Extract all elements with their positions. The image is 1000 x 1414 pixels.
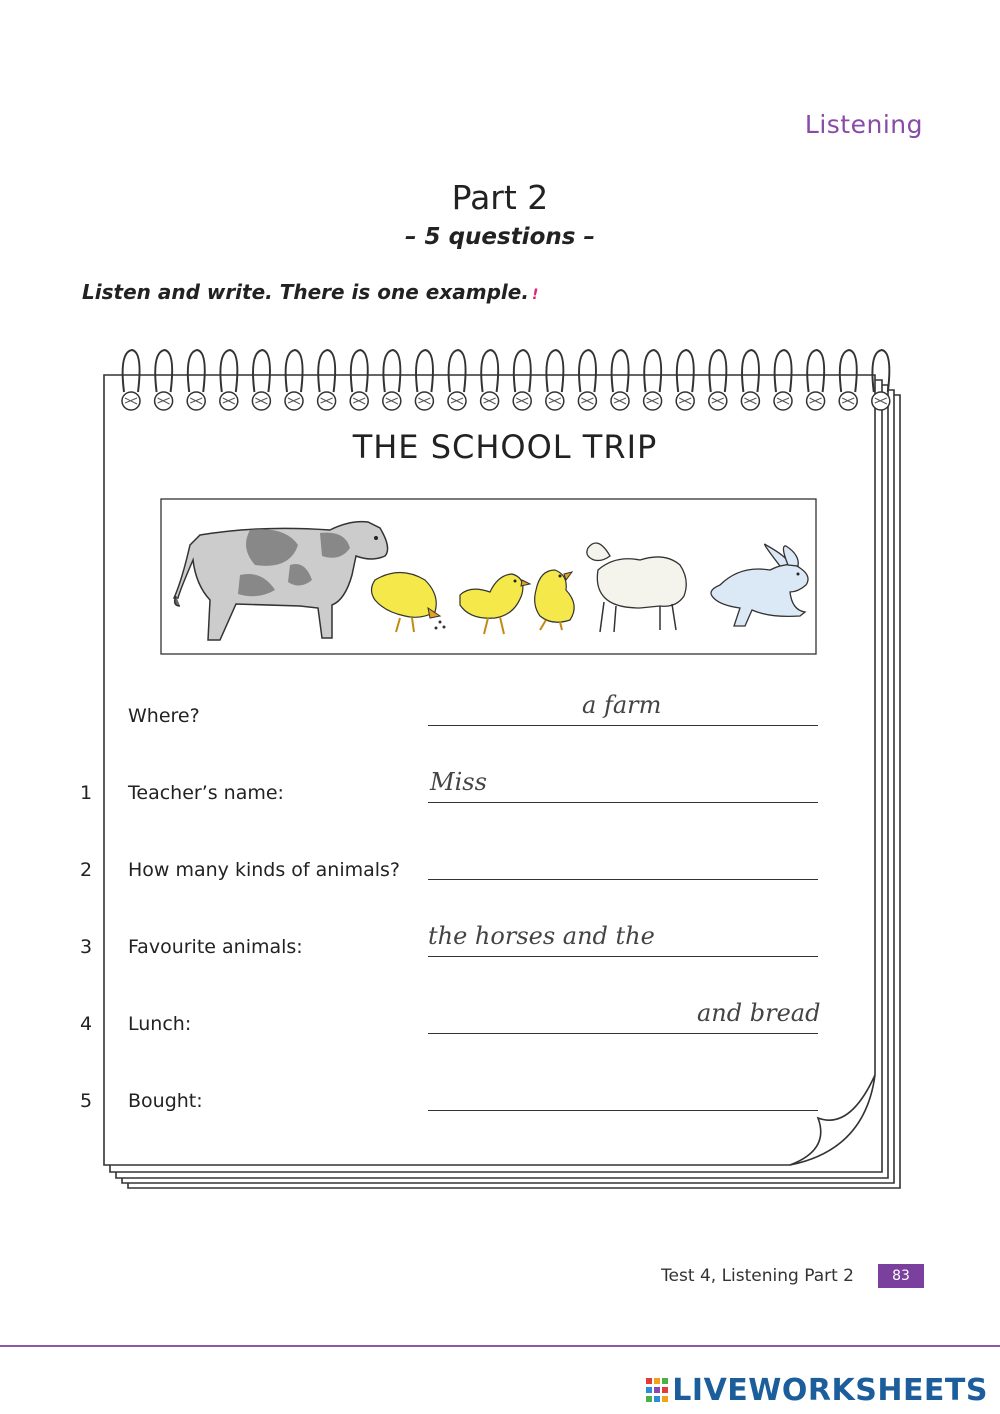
- prefilled-answer: a farm: [582, 691, 662, 719]
- part-subtitle: – 5 questions –: [405, 224, 595, 250]
- question-label: Where?: [128, 705, 200, 727]
- question-number: 1: [80, 782, 93, 804]
- prefilled-answer: Miss: [430, 768, 487, 796]
- answer-line[interactable]: [428, 802, 818, 803]
- prefilled-answer: and bread: [697, 999, 821, 1027]
- question-number: 4: [80, 1013, 93, 1035]
- footer-text: Test 4, Listening Part 2: [661, 1266, 854, 1286]
- notebook-title: THE SCHOOL TRIP: [352, 428, 658, 466]
- bottom-divider: [0, 1345, 1000, 1347]
- question-number: 3: [80, 936, 93, 958]
- answer-line[interactable]: [428, 1033, 818, 1034]
- brand-logo: [646, 1373, 988, 1408]
- answer-line[interactable]: [428, 725, 818, 726]
- question-label: Favourite animals:: [128, 936, 303, 958]
- answer-line[interactable]: [428, 1110, 818, 1111]
- question-label: Teacher’s name:: [128, 782, 284, 804]
- part-title: Part 2: [451, 178, 549, 217]
- instruction-mark: !: [531, 287, 539, 303]
- instruction-text: Listen and write. There is one example.: [82, 280, 529, 304]
- question-label: Lunch:: [128, 1013, 192, 1035]
- question-number: 5: [80, 1090, 93, 1112]
- prefilled-answer: the horses and the: [428, 922, 655, 950]
- page-number: 83: [878, 1264, 924, 1288]
- brand-text: LIVEWORKSHEETS: [672, 1373, 988, 1408]
- question-label: Bought:: [128, 1090, 203, 1112]
- liveworksheets-logo-icon: [646, 1376, 668, 1406]
- answer-line[interactable]: [428, 956, 818, 957]
- answer-line[interactable]: [428, 879, 818, 880]
- question-label: How many kinds of animals?: [128, 859, 401, 881]
- question-number: 2: [80, 859, 93, 881]
- section-title: Listening: [804, 110, 923, 139]
